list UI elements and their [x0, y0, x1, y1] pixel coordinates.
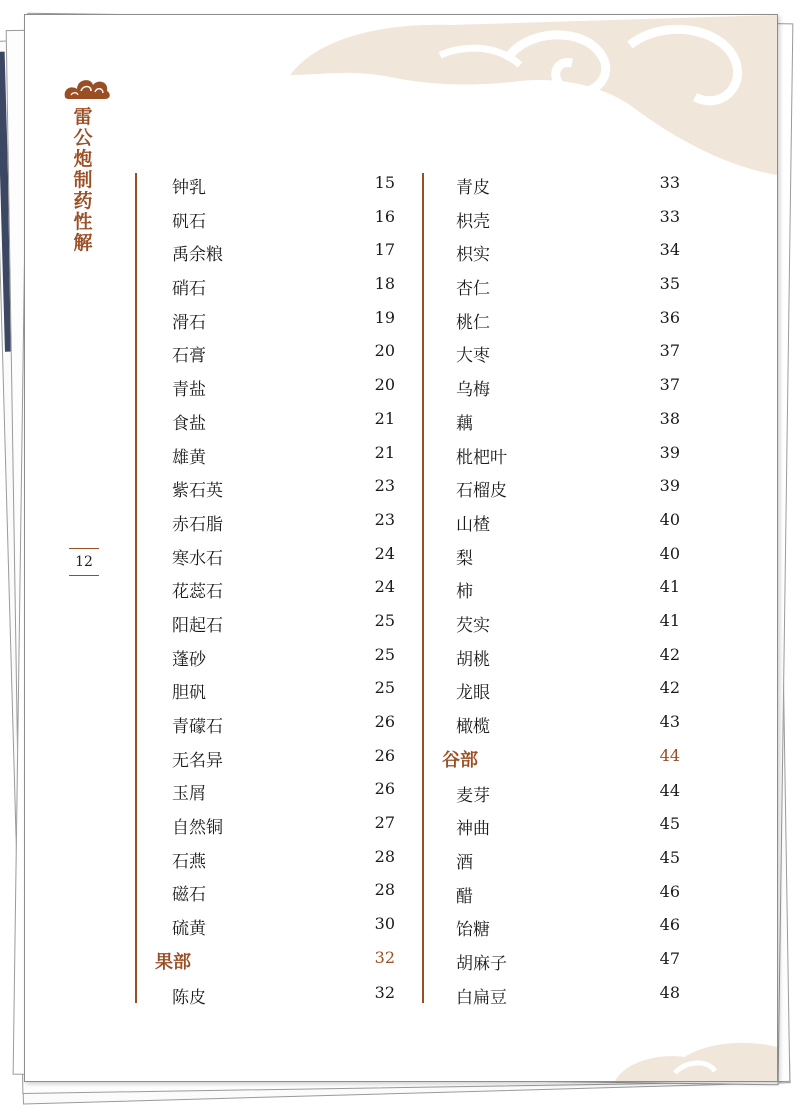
entry-page-number: 27 — [374, 813, 395, 833]
entry-title: 雄黄 — [172, 447, 206, 468]
cloud-pattern-decoration-bottom — [615, 1033, 777, 1081]
toc-entry — [442, 539, 680, 573]
entry-title: 枳实 — [456, 245, 490, 266]
toc-entry — [155, 606, 395, 640]
section-title: 果部 — [155, 951, 191, 973]
toc-entry — [442, 809, 680, 843]
toc-entry — [442, 877, 680, 911]
toc-entry — [442, 505, 680, 539]
entry-title: 桃仁 — [456, 312, 490, 333]
toc-entry — [442, 640, 680, 674]
toc-entry — [155, 707, 395, 741]
entry-title: 橄榄 — [456, 717, 490, 737]
right-column-rule — [422, 173, 424, 1003]
entry-title: 矾石 — [172, 211, 206, 232]
toc-entry — [155, 539, 395, 573]
entry-page-number: 48 — [659, 982, 680, 1002]
toc-entry — [442, 404, 680, 438]
toc-entry — [155, 875, 395, 909]
entry-title: 滑石 — [172, 312, 206, 333]
toc-entry — [442, 910, 680, 944]
toc-entry — [155, 909, 395, 943]
toc-column-right — [442, 168, 680, 1012]
entry-title: 青礞石 — [172, 717, 223, 737]
toc-entry — [442, 606, 680, 640]
entry-title: 食盐 — [172, 413, 206, 434]
toc-entry — [442, 673, 680, 707]
entry-page-number: 23 — [374, 476, 395, 496]
entry-title: 赤石脂 — [172, 514, 223, 535]
entry-page-number: 17 — [374, 240, 395, 260]
entry-page-number: 41 — [659, 577, 680, 597]
entry-page-number: 21 — [374, 408, 395, 428]
entry-page-number: 39 — [659, 476, 680, 496]
entry-title: 乌梅 — [456, 380, 490, 401]
toc-entry — [155, 438, 395, 472]
entry-page-number: 33 — [659, 173, 680, 192]
entry-page-number: 18 — [374, 274, 395, 294]
page-number: 12 — [69, 548, 99, 576]
entry-page-number: 42 — [659, 644, 680, 664]
entry-title: 芡实 — [456, 615, 490, 636]
entry-page-number: 24 — [374, 577, 395, 597]
entry-title: 杏仁 — [456, 279, 490, 300]
entry-page-number: 23 — [374, 509, 395, 529]
toc-entry — [442, 336, 680, 370]
toc-entry — [155, 640, 395, 674]
entry-title: 硫黄 — [172, 919, 206, 940]
entry-page-number: 16 — [374, 206, 395, 226]
entry-title: 枳壳 — [456, 211, 490, 232]
entry-title: 禹余粮 — [172, 245, 223, 266]
entry-page-number: 26 — [374, 745, 395, 765]
entry-page-number: 37 — [659, 341, 680, 361]
entry-title: 藕 — [456, 413, 473, 434]
entry-page-number: 44 — [659, 780, 680, 800]
entry-page-number: 33 — [659, 206, 680, 226]
entry-title: 醋 — [456, 886, 473, 907]
entry-title: 阳起石 — [172, 615, 223, 636]
toc-section-heading — [155, 943, 395, 978]
entry-page-number: 21 — [374, 442, 395, 462]
entry-title: 胡麻子 — [456, 954, 507, 975]
toc-page — [24, 14, 778, 1082]
toc-entry — [442, 202, 680, 236]
toc-entry — [442, 776, 680, 810]
entry-title: 陈皮 — [172, 987, 206, 1008]
auspicious-cloud-icon — [61, 73, 113, 103]
entry-title: 自然铜 — [172, 818, 223, 839]
toc-entry — [442, 572, 680, 606]
toc-entry — [155, 168, 395, 202]
toc-entry — [442, 438, 680, 472]
toc-entry — [442, 303, 680, 337]
toc-entry — [442, 235, 680, 269]
entry-page-number: 34 — [659, 240, 680, 260]
entry-page-number: 38 — [659, 408, 680, 428]
entry-page-number: 25 — [374, 644, 395, 664]
toc-entry — [155, 370, 395, 404]
entry-page-number: 28 — [374, 880, 395, 900]
entry-page-number: 43 — [659, 712, 680, 731]
entry-page-number: 30 — [374, 914, 395, 934]
entry-page-number: 28 — [374, 846, 395, 866]
toc-entry — [442, 269, 680, 303]
section-title: 谷部 — [442, 749, 478, 771]
toc-entry — [155, 572, 395, 606]
entry-title: 磁石 — [172, 885, 206, 906]
toc-entry — [155, 235, 395, 269]
cloud-pattern-decoration — [280, 15, 777, 175]
toc-entry — [155, 741, 395, 775]
entry-page-number: 32 — [374, 947, 395, 967]
entry-title: 石榴皮 — [456, 481, 507, 502]
entry-title: 枇杷叶 — [456, 447, 507, 468]
entry-page-number: 46 — [659, 881, 680, 901]
entry-title: 山楂 — [456, 514, 490, 535]
entry-page-number: 25 — [374, 610, 395, 630]
entry-title: 钟乳 — [172, 178, 206, 198]
entry-page-number: 46 — [659, 915, 680, 935]
entry-page-number: 41 — [659, 610, 680, 630]
entry-title: 石膏 — [172, 346, 206, 367]
toc-section-heading — [442, 741, 680, 776]
toc-entry — [442, 707, 680, 741]
entry-title: 神曲 — [456, 819, 490, 840]
toc-entry — [155, 404, 395, 438]
entry-title: 饴糖 — [456, 920, 490, 941]
entry-page-number: 35 — [659, 274, 680, 294]
entry-page-number: 37 — [659, 375, 680, 395]
entry-page-number: 26 — [374, 779, 395, 799]
toc-entry — [442, 978, 680, 1012]
entry-title: 白扁豆 — [456, 987, 507, 1008]
entry-title: 青皮 — [456, 178, 490, 198]
entry-title: 紫石英 — [172, 481, 223, 502]
entry-page-number: 19 — [374, 307, 395, 327]
entry-title: 麦芽 — [456, 785, 490, 806]
entry-page-number: 47 — [659, 949, 680, 969]
book-title: 雷公炮制药性解 — [73, 106, 93, 254]
entry-page-number: 26 — [374, 712, 395, 731]
toc-entry — [155, 978, 395, 1012]
toc-entry — [442, 944, 680, 978]
entry-title: 梨 — [456, 548, 473, 569]
entry-title: 蓬砂 — [172, 649, 206, 670]
toc-entry — [155, 808, 395, 842]
toc-entry — [155, 505, 395, 539]
entry-page-number: 20 — [374, 341, 395, 361]
entry-page-number: 32 — [374, 982, 395, 1002]
entry-title: 石燕 — [172, 851, 206, 872]
entry-page-number: 40 — [659, 509, 680, 529]
entry-page-number: 39 — [659, 442, 680, 462]
toc-entry — [442, 370, 680, 404]
entry-title: 柿 — [456, 582, 473, 603]
toc-entry — [155, 673, 395, 707]
entry-page-number: 45 — [659, 814, 680, 834]
toc-entry — [155, 303, 395, 337]
entry-title: 寒水石 — [172, 548, 223, 569]
toc-entry — [442, 843, 680, 877]
entry-page-number: 15 — [374, 173, 395, 192]
entry-title: 胡桃 — [456, 649, 490, 670]
toc-column-left — [155, 168, 395, 1012]
toc-entry — [442, 471, 680, 505]
toc-entry — [155, 774, 395, 808]
toc-entry — [155, 202, 395, 236]
entry-title: 胆矾 — [172, 683, 206, 704]
entry-title: 硝石 — [172, 279, 206, 300]
toc-entry — [155, 842, 395, 876]
entry-page-number: 20 — [374, 375, 395, 395]
entry-page-number: 36 — [659, 307, 680, 327]
entry-page-number: 24 — [374, 543, 395, 563]
entry-page-number: 42 — [659, 678, 680, 698]
entry-page-number: 44 — [659, 745, 680, 765]
toc-entry — [442, 168, 680, 202]
toc-entry — [155, 336, 395, 370]
entry-page-number: 25 — [374, 678, 395, 698]
entry-page-number: 45 — [659, 848, 680, 868]
entry-title: 龙眼 — [456, 683, 490, 704]
entry-title: 玉屑 — [172, 784, 206, 805]
toc-entry — [155, 471, 395, 505]
entry-title: 无名异 — [172, 750, 223, 771]
entry-title: 酒 — [456, 853, 473, 874]
entry-page-number: 40 — [659, 543, 680, 563]
left-column-rule — [135, 173, 137, 1003]
toc-entry — [155, 269, 395, 303]
entry-title: 大枣 — [456, 346, 490, 367]
entry-title: 青盐 — [172, 380, 206, 401]
entry-title: 花蕊石 — [172, 582, 223, 603]
